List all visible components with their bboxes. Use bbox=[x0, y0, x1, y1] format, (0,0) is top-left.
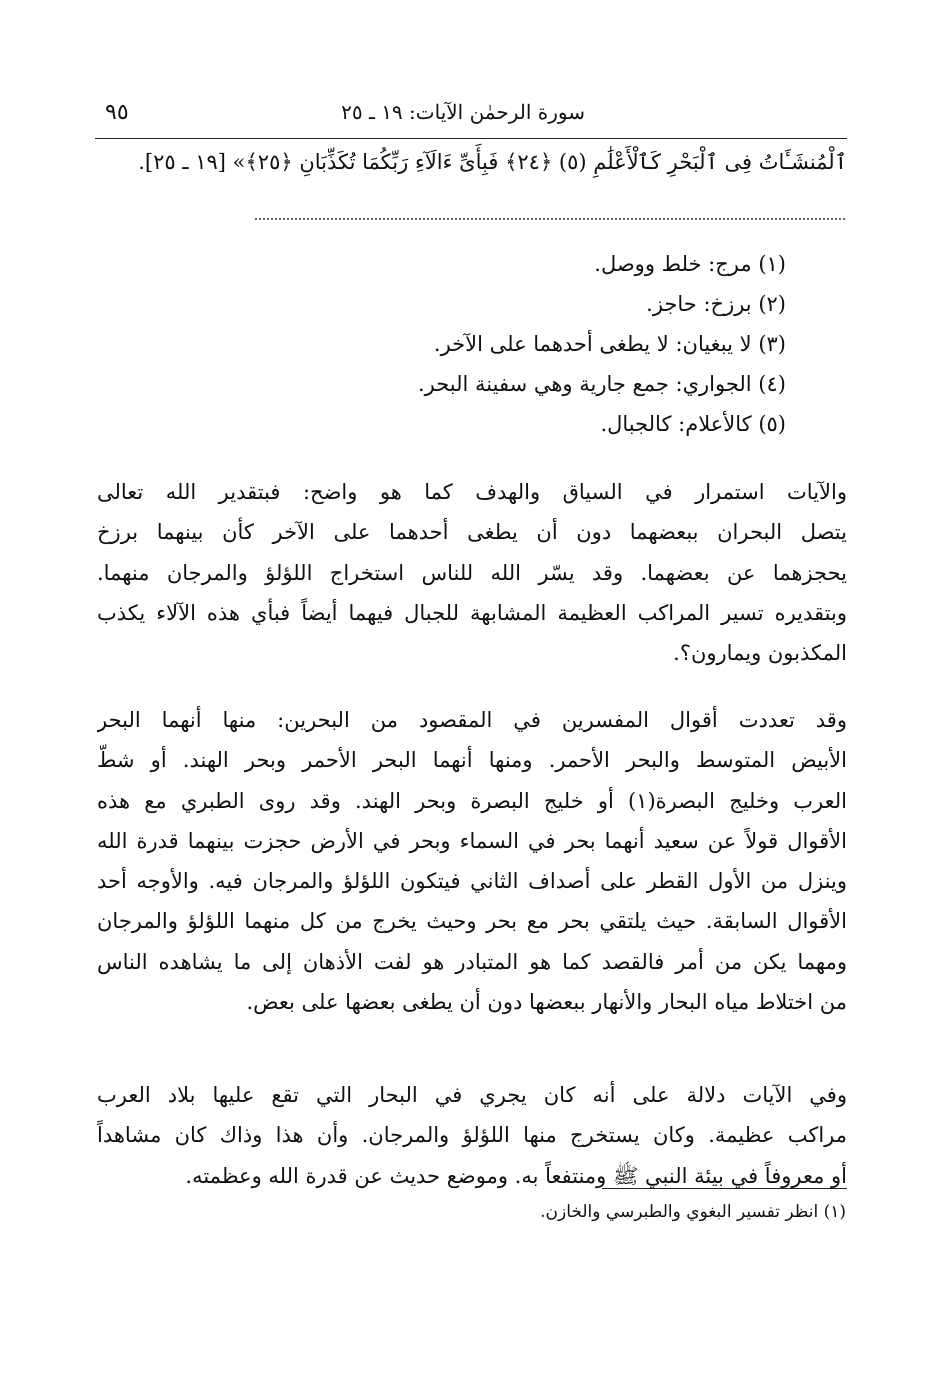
text-line: والآيات استمرار في السياق والهدف كما هو واضح: فبتقدير الله تعالى bbox=[97, 480, 847, 504]
text-line: وينزل من الأول القطر على أصداف الثاني فيتكون اللؤلؤ والمرجان فيه. والأوجه أحد bbox=[97, 869, 847, 894]
text-line: مراكب عظيمة. وكان يستخرج منها اللؤلؤ والمرجان. وأن هذا وذاك كان مشاهداً bbox=[97, 1123, 847, 1148]
text-line: يحجزهما عن بعضهما. وقد يسّر الله للناس استخراج اللؤلؤ والمرجان منهما. bbox=[97, 560, 847, 585]
text-line: أو معروفاً في بيئة النبي ﷺ ومنتفعاً به. وموضع حديث عن قدرة الله وعظمته. bbox=[185, 1163, 847, 1188]
page-header bbox=[95, 96, 847, 130]
text-line: المكذبون ويمارون؟. bbox=[673, 641, 847, 666]
footnote: (١) انظر تفسير البغوي والطبرسي والخازن. bbox=[540, 1202, 846, 1222]
glossary-item: (٥) كالأعلام: كالجبال. bbox=[600, 412, 786, 436]
glossary-item: (٤) الجواري: جمع جارية وهي سفينة البحر. bbox=[417, 372, 786, 396]
text-line: ومهما يكن من أمر فالقصد كما هو المتبادر هو لفت الأذهان إلى ما يشاهده الناس bbox=[97, 949, 847, 974]
running-title: سورة الرحمٰن الآيات: ١٩ ـ ٢٥ bbox=[341, 100, 585, 124]
footnote-divider bbox=[602, 1188, 847, 1189]
text-line: وبتقديره تسير المراكب العظيمة المشابهة للجبال فيهما أيضاً فبأي هذه الآلاء يكذب bbox=[97, 600, 847, 625]
glossary-item: (٢) برزخ: حاجز. bbox=[646, 292, 786, 316]
commentary-paragraph bbox=[97, 472, 847, 673]
glossary-item: (٣) لا يبغيان: لا يطغى أحدهما على الآخر. bbox=[433, 332, 786, 356]
text-line: الأقوال السابقة. حيث يلتقي بحر مع بحر وحيث يخرج من كل منهما اللؤلؤ والمرجان bbox=[97, 909, 847, 934]
text-line: يتصل البحران ببعضهما دون أن يطغى أحدهما على الآخر كأن بينهما برزخ bbox=[97, 520, 847, 545]
page-number: ٩٥ bbox=[105, 100, 129, 125]
text-line: وفي الآيات دلالة على أنه كان يجري في البحار التي تقع عليها بلاد العرب bbox=[97, 1083, 847, 1107]
text-line: وقد تعددت أقوال المفسرين في المقصود من البحرين: منها أنهما البحر bbox=[97, 708, 847, 732]
header-divider bbox=[95, 138, 847, 139]
commentary-paragraph bbox=[97, 700, 847, 1022]
dotted-separator bbox=[255, 218, 845, 220]
commentary-paragraph bbox=[97, 1075, 847, 1196]
text-line: الأقوال قولاً عن سعيد أنهما بحر في السماء وبحر في الأرض حجزت بينهما قدرة الله bbox=[97, 828, 847, 853]
glossary-item: (١) مرج: خلط ووصل. bbox=[594, 252, 786, 276]
quran-verse-line: ٱلْمُنشَـَٔاتُ فِى ٱلْبَحْرِ كَٱلْأَعْلَٰمِ (٥) ﴿٢٤﴾ فَبِأَىِّ ءَالَآءِ رَبِّكُمَا تُكَذِّبَانِ ﴿٢٥﴾» [١٩ ـ ٢٥]. bbox=[138, 150, 847, 174]
text-line: الأبيض المتوسط والبحر الأحمر. ومنها أنهما البحر الأحمر وبحر الهند. أو شطّ bbox=[97, 748, 847, 773]
text-line: من اختلاط مياه البحار والأنهار ببعضها دون أن يطغى بعضها على بعض. bbox=[246, 990, 847, 1015]
glossary-list bbox=[300, 244, 786, 444]
text-line: العرب وخليج البصرة(١) أو خليج البصرة وبحر الهند. وقد روى الطبري مع هذه bbox=[97, 788, 847, 813]
